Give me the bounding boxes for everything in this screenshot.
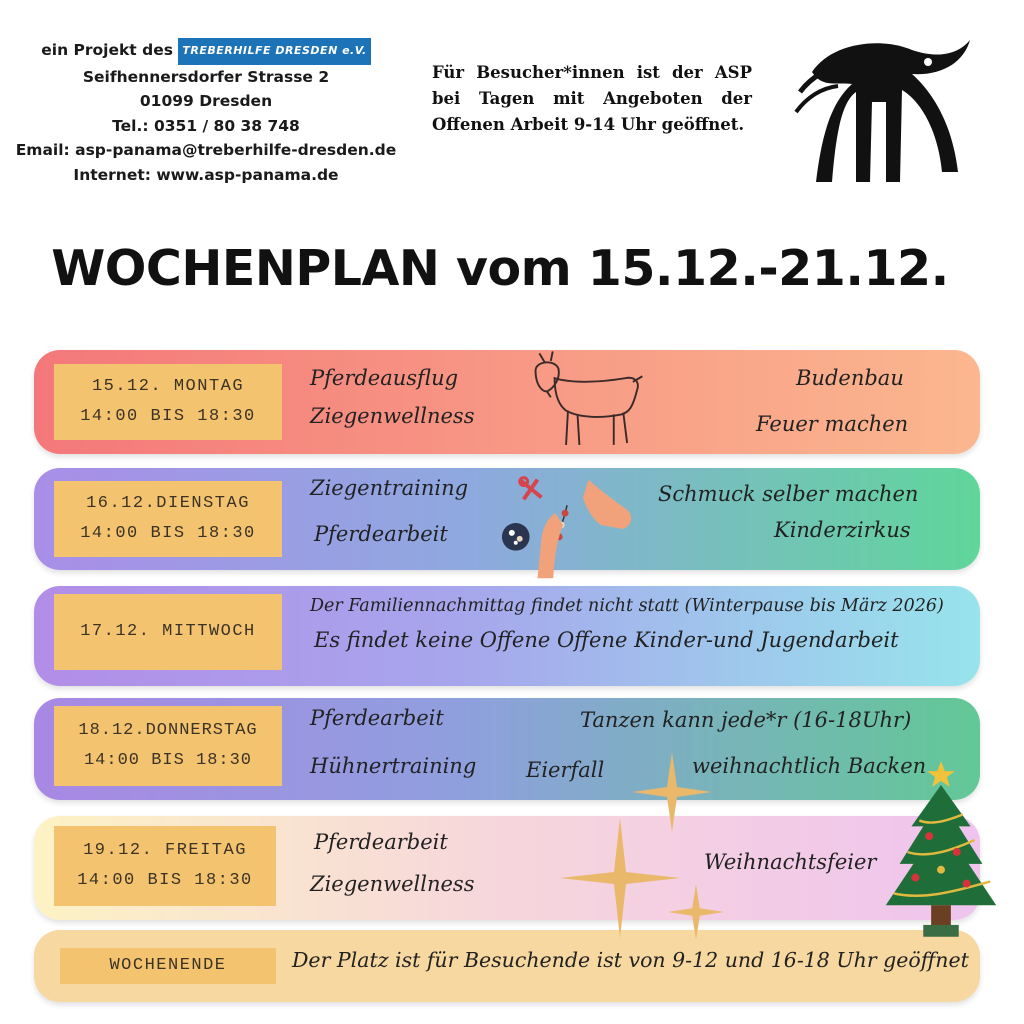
christmas-tree-icon [872,756,1010,946]
activity: Ziegenwellness [310,404,475,428]
day-row-thursday [34,698,980,800]
activity: Kinderzirkus [774,518,911,542]
project-prefix: ein Projekt des [41,41,173,59]
activity: Pferdearbeit [314,830,448,854]
day-row-weekend [34,930,980,1002]
day-time: 14:00 BIS 18:30 [80,524,256,543]
day-label-box [54,706,282,786]
activity: Feuer machen [756,412,909,436]
activity: Budenbau [796,366,904,390]
opening-notice: Für Besucher*innen ist der ASP bei Tagen mit Angeboten der Offenen Arbeit 9-14 Uhr geöffnet. [432,63,752,134]
activity: Pferdearbeit [310,706,444,730]
street: Seifhennersdorfer Strasse 2 [82,67,330,86]
website[interactable]: Internet: www.asp-panama.de [73,165,339,184]
day-name: 19.12. FREITAG [83,841,247,860]
day-label-box [54,826,276,906]
goat-icon [526,348,650,456]
activity: Schmuck selber machen [658,482,919,506]
activity: Eierfall [526,758,605,782]
city: 01099 Dresden [139,92,273,110]
star-icon [560,818,680,938]
day-name: WOCHENENDE [109,956,227,975]
activity: Weihnachtsfeier [704,850,877,874]
activity: Hühnertraining [310,754,477,778]
activity: Pferdeausflug [310,366,459,390]
activity: Ziegenwellness [310,872,475,896]
activity: Ziegentraining [310,476,469,500]
day-time: 14:00 BIS 18:30 [83,751,253,770]
org-badge: TREBERHILFE DRESDEN e.V. [178,38,370,65]
jewelry-hands-icon [498,468,646,580]
day-label-box [54,594,282,670]
notice-line: Der Familiennachmittag findet nicht statt (Winterpause bis März 2026) [310,596,944,616]
page-title: WOCHENPLAN vom 15.12.-21.12. [51,240,949,297]
day-time: 14:00 BIS 18:30 [77,871,253,890]
phone: Tel.: 0351 / 80 38 748 [112,116,300,135]
activity: Pferdearbeit [314,522,448,546]
day-time: 14:00 BIS 18:30 [80,407,256,426]
day-label-box [54,364,282,440]
activity: weihnachtlich Backen [692,754,927,778]
day-row-wednesday [34,586,980,686]
star-icon [668,884,724,940]
day-row-friday [34,816,980,920]
day-name: 17.12. MITTWOCH [80,622,256,641]
activity: Tanzen kann jede*r (16-18Uhr) [580,708,912,732]
day-label-box [54,481,282,557]
contact-block [14,38,398,187]
project-line [14,38,398,65]
notice-line: Der Platz ist für Besuchende ist von 9-12 und 16-18 Uhr geöffnet [292,948,969,972]
day-name: 15.12. MONTAG [91,377,245,396]
day-name: 18.12.DONNERSTAG [78,721,258,740]
notice-line: Es findet keine Offene Offene Kinder-und Jugendarbeit [314,628,899,652]
day-name: 16.12.DIENSTAG [86,494,250,513]
panama-horse-logo [792,32,982,212]
email[interactable]: Email: asp-panama@treberhilfe-dresden.de [15,141,397,159]
day-row-monday [34,350,980,454]
day-label-box [60,948,276,984]
